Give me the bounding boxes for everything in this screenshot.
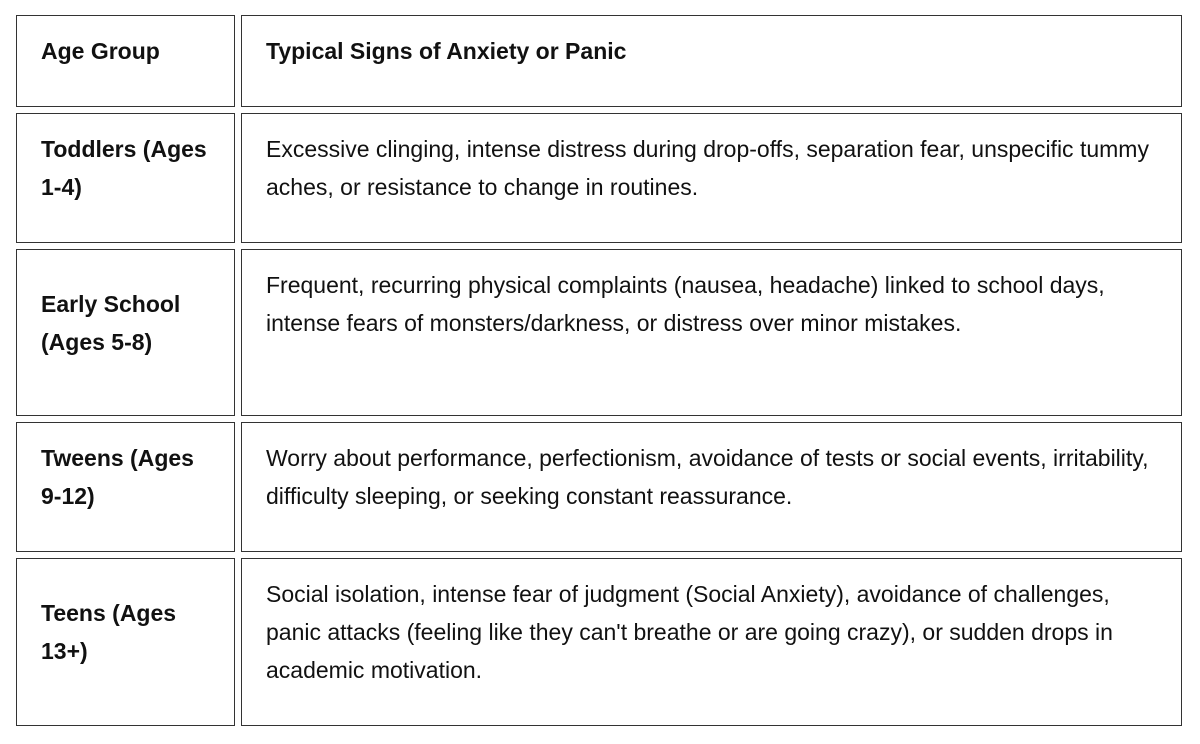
signs-cell: Social isolation, intense fear of judgment (Social Anxiety), avoidance of challenges, panic attacks (feeling like they can't breathe or are going crazy), or sudden drops in academic motivation. <box>241 558 1182 726</box>
signs-cell: Frequent, recurring physical complaints (nausea, headache) linked to school days, intense fears of monsters/darkness, or distress over minor mistakes. <box>241 249 1182 416</box>
header-age-group: Age Group <box>16 15 235 107</box>
table-row <box>16 249 1182 416</box>
anxiety-signs-table <box>10 9 1188 732</box>
header-typical-signs: Typical Signs of Anxiety or Panic <box>241 15 1182 107</box>
age-group-cell: Teens (Ages 13+) <box>16 558 235 726</box>
signs-cell: Excessive clinging, intense distress during drop-offs, separation fear, unspecific tummy aches, or resistance to change in routines. <box>241 113 1182 243</box>
table-row <box>16 558 1182 726</box>
age-group-cell: Toddlers (Ages 1-4) <box>16 113 235 243</box>
table-row <box>16 422 1182 552</box>
signs-cell: Worry about performance, perfectionism, avoidance of tests or social events, irritability, difficulty sleeping, or seeking constant reassurance. <box>241 422 1182 552</box>
age-group-cell: Early School (Ages 5-8) <box>16 249 235 416</box>
age-group-cell: Tweens (Ages 9-12) <box>16 422 235 552</box>
table-row <box>16 113 1182 243</box>
table-header-row <box>16 15 1182 107</box>
